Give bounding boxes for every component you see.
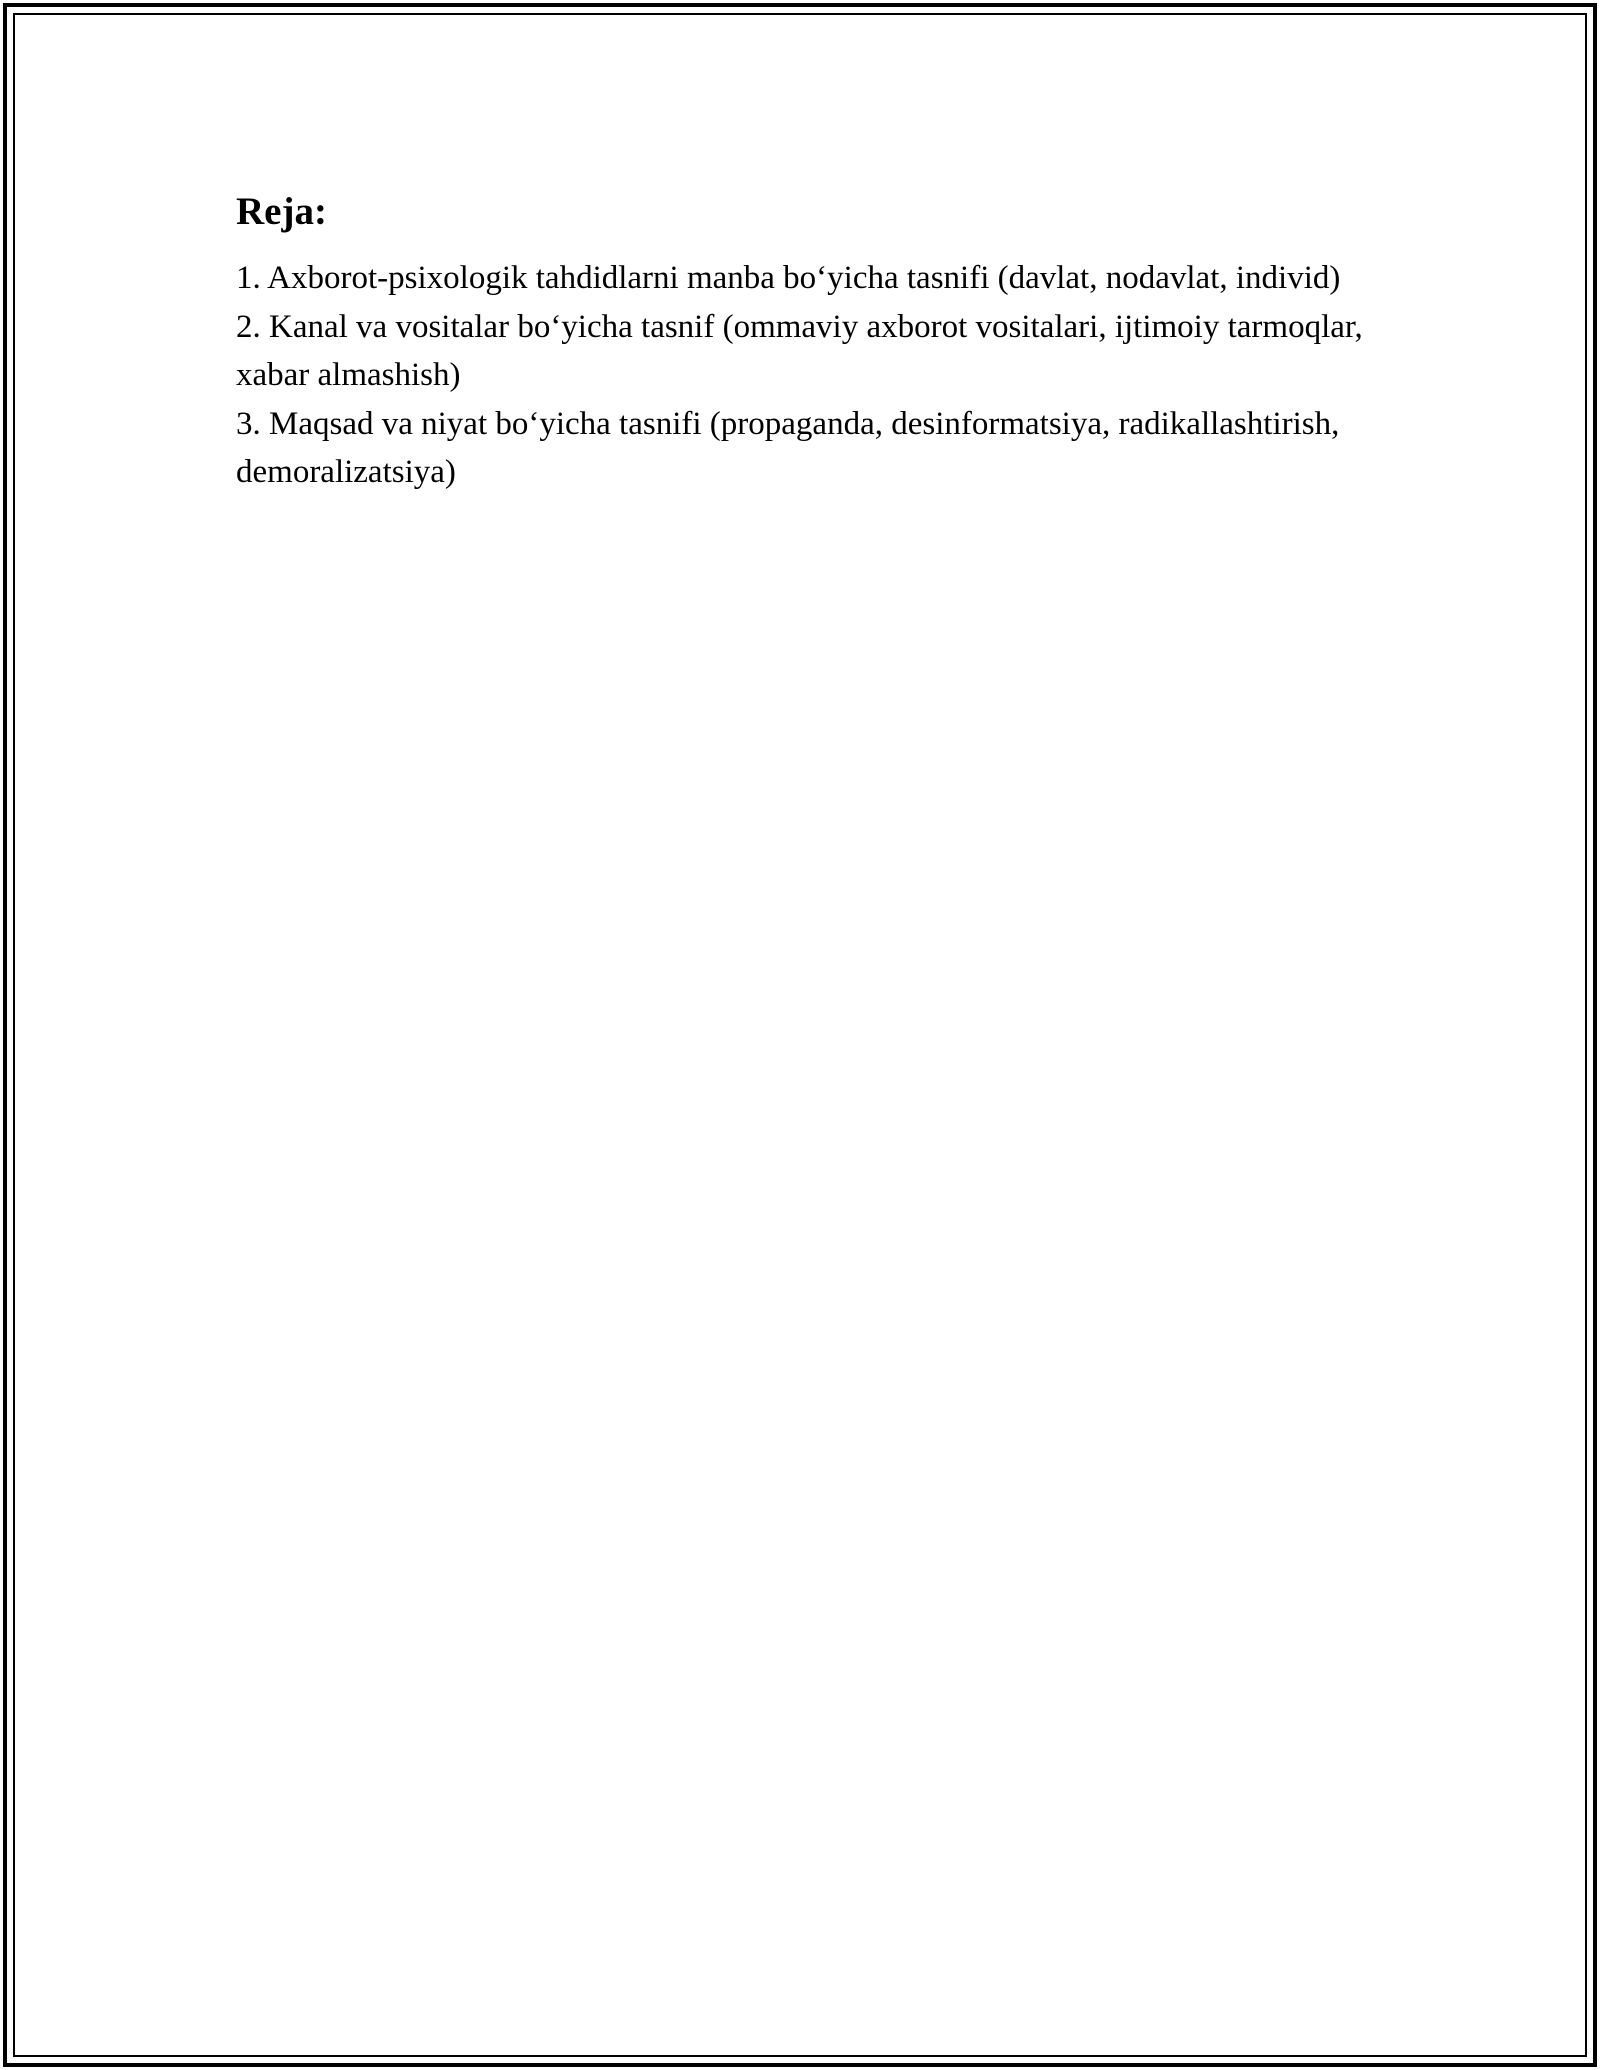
document-body <box>236 182 1386 497</box>
plan-item-3: 3. Maqsad va niyat bo‘yicha tasnifi (propaganda, desinformatsiya, radikallashtirish, demoralizatsiya) <box>236 405 1340 490</box>
plan-item-1: 1. Axborot-psixologik tahdidlarni manba bo‘yicha tasnifi (davlat, nodavlat, individ) <box>236 260 1341 296</box>
plan-heading: Reja: <box>236 190 327 233</box>
plan-list <box>236 254 1386 497</box>
plan-item-2: 2. Kanal va vositalar bo‘yicha tasnif (ommaviy axborot vositalari, ijtimoiy tarmoqlar, xabar almashish) <box>236 308 1363 393</box>
